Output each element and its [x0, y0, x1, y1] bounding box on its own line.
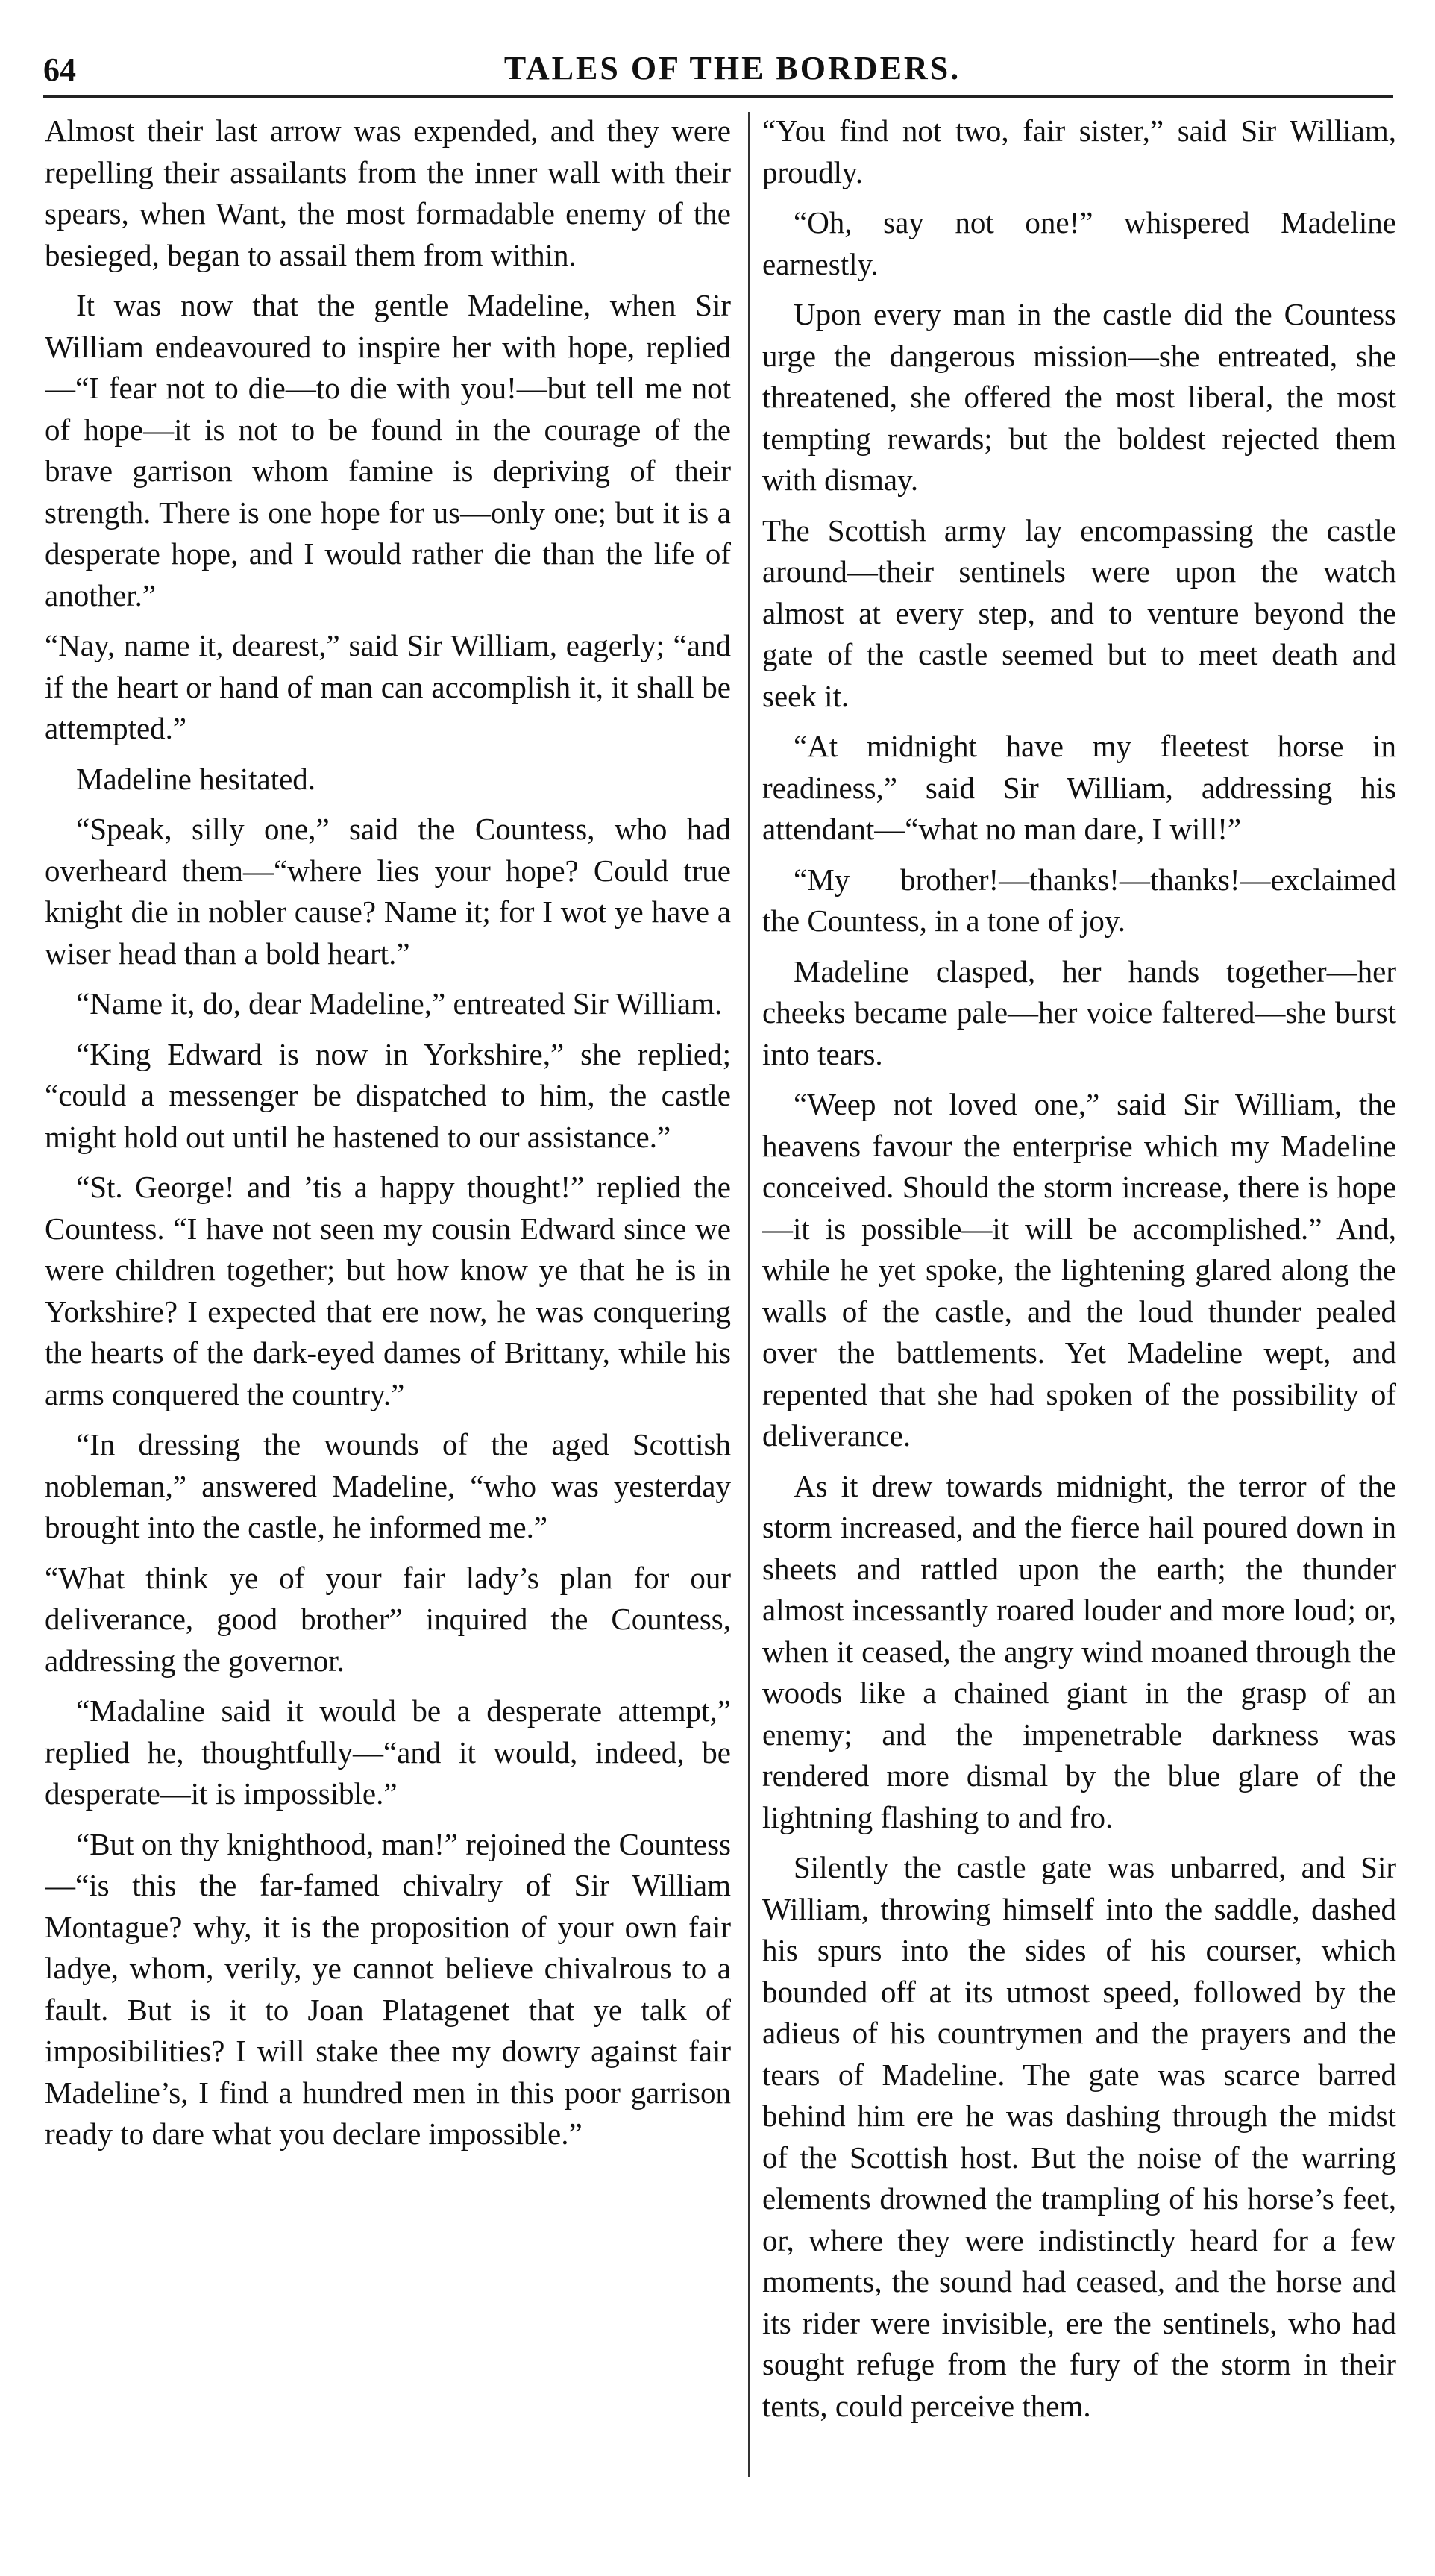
paragraph: The Scottish army lay encompassing the castle around—their sentinels were upon the watch almost at every step, and to venture beyond the gate of the castle seemed but to meet death and seek it.	[762, 513, 1396, 713]
paragraph: “My brother!—thanks!—thanks!—exclaimed the Countess, in a tone of joy.	[762, 862, 1396, 938]
paragraph: “St. George! and ’tis a happy thought!” replied the Countess. “I have not seen my cousin Edward since we were children together; but how know ye that he is in Yorkshire? I expected that ere now, he was conquering the hearts of the dark-eyed dames of Brittany, while his arms conquered the country.”	[45, 1170, 731, 1411]
paragraph: “Name it, do, dear Madeline,” entreated Sir William.	[76, 986, 723, 1021]
paragraph: As it drew towards midnight, the terror of the storm increased, and the fierce hail poured down in sheets and rattled upon the earth; the thunder almost incessantly roared louder and more loud; or, when it ceased, the angry wind moaned through the woods like a chained giant in the grasp of an enemy; and the impenetrable darkness was rendered more dismal by the blue glare of the lightning flashing to and fro.	[762, 1468, 1396, 1834]
paragraph: “You find not two, fair sister,” said Sir William, proudly.	[762, 113, 1396, 189]
paragraph: “But on thy knighthood, man!” rejoined the Countess—“is this the far-famed chivalry of Sir William Montague? why, it is the proposition of your own fair ladye, whom, verily, ye cannot believe chivalrous to a fault. But is it to Joan Platagenet that ye talk of imposibilities? I will stake thee my dowry against fair Madeline’s, I find a hundred men in this poor garrison ready to dare what you declare impossible.”	[45, 1826, 731, 2151]
paragraph: “Weep not loved one,” said Sir William, the heavens favour the enterprise which my Madeline conceived. Should the storm increase, there is hope—it is possible—it will be accomplished.” And, while he yet spoke, the lightening glared along the walls of the castle, and the loud thunder pealed over the battlements. Yet Madeline wept, and repented that she had spoken of the possibility of deliverance.	[762, 1087, 1396, 1452]
column-divider	[748, 112, 750, 2477]
paragraph: It was now that the gentle Madeline, when Sir William endeavoured to inspire her with hope, replied—“I fear not to die—to die with you!—but tell me not of hope—it is not to be found in the courage of the brave garrison whom famine is depriving of their strength. There is one hope for us—only one; but it is a desperate hope, and I would rather die than the life of another.”	[45, 288, 731, 612]
paragraph: “At midnight have my fleetest horse in readiness,” said Sir William, addressing his attendant—“what no man dare, I will!”	[762, 729, 1396, 846]
right-column	[762, 110, 1396, 2468]
page-number: 64	[43, 51, 76, 88]
running-head: TALES OF THE BORDERS.	[503, 50, 961, 87]
paragraph: Silently the castle gate was unbarred, and Sir William, throwing himself into the saddle, dashed his spurs into the sides of his courser, which bounded off at its utmost speed, followed by the adieus of his countrymen and the prayers and the tears of Madeline. The gate was scarce barred behind him ere he was dashing through the midst of the Scottish host. But the noise of the warring elements drowned the trampling of his horse’s feet, or, where they were indistinctly heard for a few moments, the sound had ceased, and the horse and its rider were invisible, ere the sentinels, who had sought refuge from the fury of the storm in their tents, could perceive them.	[762, 1850, 1396, 2423]
paragraph: “In dressing the wounds of the aged Scottish nobleman,” answered Madeline, “who was yesterday brought into the castle, he informed me.”	[45, 1427, 731, 1544]
paragraph: Madeline clasped, her hands together—her cheeks became pale—her voice faltered—she burst into tears.	[762, 953, 1396, 1071]
paragraph: Upon every man in the castle did the Countess urge the dangerous mission—she entreated, she threatened, she offered the most liberal, the most tempting rewards; but the boldest rejected them with dismay.	[762, 297, 1396, 497]
paragraph: Madeline hesitated.	[76, 761, 316, 796]
paragraph: “What think ye of your fair lady’s plan for our deliverance, good brother” inquired the Countess, addressing the governor.	[45, 1560, 731, 1678]
paragraph: “Speak, silly one,” said the Countess, who had overheard them—“where lies your hope? Could true knight die in nobler cause? Name it; for I wot ye have a wiser head than a bold heart.”	[45, 812, 731, 971]
paragraph: “King Edward is now in Yorkshire,” she replied; “could a messenger be dispatched to him, the castle might hold out until he hastened to our assistance.”	[45, 1036, 731, 1154]
paragraph: “Nay, name it, dearest,” said Sir William, eagerly; “and if the heart or hand of man can accomplish it, it shall be attempted.”	[45, 628, 731, 745]
paragraph: Almost their last arrow was expended, and they were repelling their assailants from the inner wall with their spears, when Want, the most formadable enemy of the besieged, began to assail them from within.	[45, 113, 731, 272]
header-rule	[43, 95, 1393, 98]
paragraph: “Oh, say not one!” whispered Madeline earnestly.	[762, 205, 1396, 281]
left-column	[45, 110, 731, 2468]
paragraph: “Madaline said it would be a desperate attempt,” replied he, thoughtfully—“and it would, indeed, be desperate—it is impossible.”	[45, 1693, 731, 1811]
